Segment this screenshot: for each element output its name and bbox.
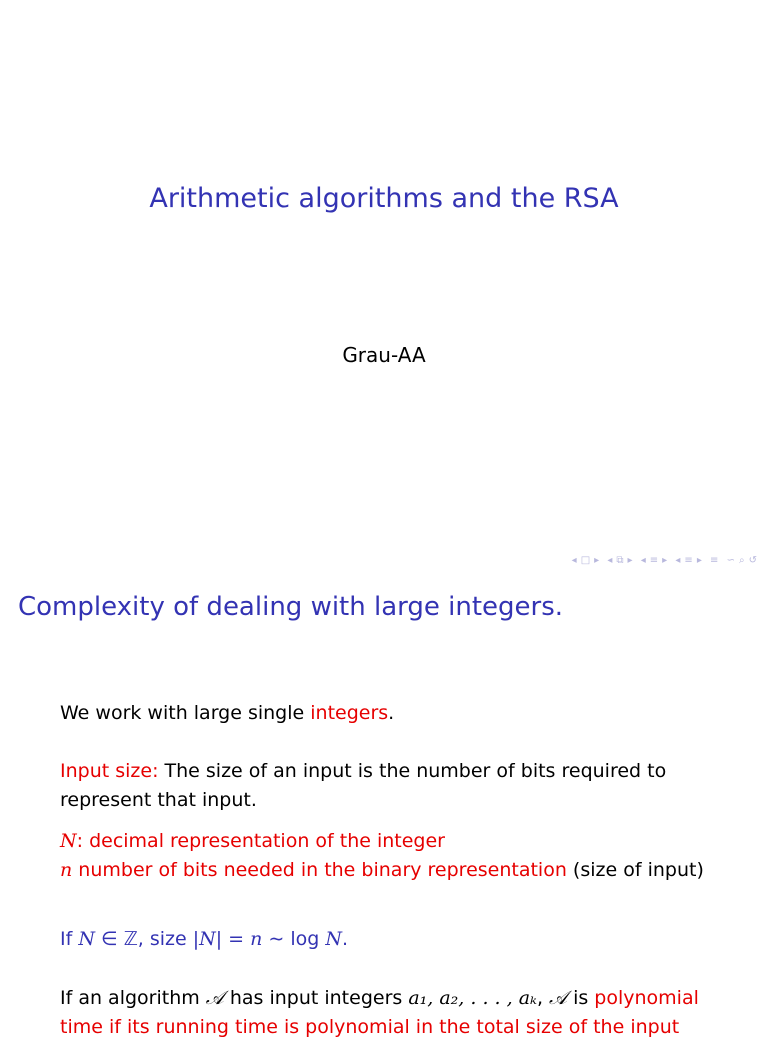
- nav-prev-icon[interactable]: ◂: [571, 555, 578, 566]
- paragraph-integers: [60, 702, 394, 724]
- beamer-navigation-bar: [569, 555, 758, 566]
- text-span: ,: [536, 987, 550, 1009]
- math-N: N: [199, 928, 216, 950]
- text-span: .: [388, 702, 395, 724]
- nav-next-icon[interactable]: ▸: [627, 555, 634, 566]
- math-N: N: [325, 928, 343, 950]
- nav-align-icon[interactable]: ≡: [710, 555, 720, 566]
- text-span: The size of an input is the number of bits required to: [158, 760, 667, 782]
- nav-forward-icon[interactable]: ↺: [748, 555, 758, 566]
- text-span: If an algorithm: [60, 987, 206, 1009]
- nav-prev-icon[interactable]: ◂: [640, 555, 647, 566]
- text-span: (size of input): [566, 859, 704, 881]
- math-algorithm: 𝒜: [549, 987, 568, 1009]
- text-span: ∈ ℤ, size |: [94, 928, 200, 950]
- math-n: n: [250, 928, 263, 950]
- size-formula: [60, 928, 348, 950]
- paragraph-input-size-cont: [60, 789, 257, 811]
- nav-back-icon[interactable]: ∽: [726, 555, 736, 566]
- nav-section-icon[interactable]: ≡: [649, 555, 660, 566]
- highlight-polynomial: polynomial: [594, 987, 699, 1009]
- nav-next-icon[interactable]: ▸: [696, 555, 703, 566]
- nav-subsection-icon[interactable]: ⧉: [616, 555, 625, 566]
- presentation-title: Arithmetic algorithms and the RSA: [149, 183, 619, 214]
- text-span: | =: [215, 928, 251, 950]
- highlight-bits: number of bits needed in the binary representation: [72, 859, 567, 881]
- title-slide: [0, 0, 768, 512]
- math-inputs: a₁, a₂, . . . , aₖ: [408, 987, 537, 1009]
- definition-n: [60, 859, 704, 881]
- nav-next-icon[interactable]: ▸: [594, 555, 601, 566]
- highlight-integers: integers: [310, 702, 389, 724]
- definition-N: [60, 830, 445, 852]
- nav-document-icon[interactable]: ≡: [684, 555, 694, 566]
- text-span: : decimal representation of the integer: [76, 830, 445, 852]
- highlight-input-size: Input size:: [60, 760, 159, 782]
- text-span: is: [567, 987, 595, 1009]
- text-span: We work with large single: [60, 702, 311, 724]
- text-span: represent that input.: [60, 789, 257, 811]
- math-N: N: [78, 928, 95, 950]
- nav-prev-icon[interactable]: ◂: [675, 555, 682, 566]
- text-span: ∼ log: [262, 928, 326, 950]
- text-span: If: [60, 928, 79, 950]
- text-span: has input integers: [223, 987, 409, 1009]
- text-span: time if its running time is polynomial in the total size of the input: [60, 1016, 680, 1038]
- math-algorithm: 𝒜: [205, 987, 224, 1009]
- paragraph-polynomial: [60, 987, 699, 1009]
- nav-search-icon[interactable]: ⌕: [739, 555, 746, 566]
- nav-next-icon[interactable]: ▸: [662, 555, 669, 566]
- math-N: N: [60, 830, 77, 852]
- author-name: Grau-AA: [342, 343, 426, 367]
- nav-frame-icon[interactable]: □: [580, 555, 592, 566]
- paragraph-input-size: [60, 760, 666, 782]
- frame-title: Complexity of dealing with large integers.: [18, 592, 564, 622]
- paragraph-polynomial-cut: [60, 1016, 679, 1038]
- nav-prev-icon[interactable]: ◂: [607, 555, 614, 566]
- math-n: n: [60, 859, 73, 881]
- text-span: .: [342, 928, 349, 950]
